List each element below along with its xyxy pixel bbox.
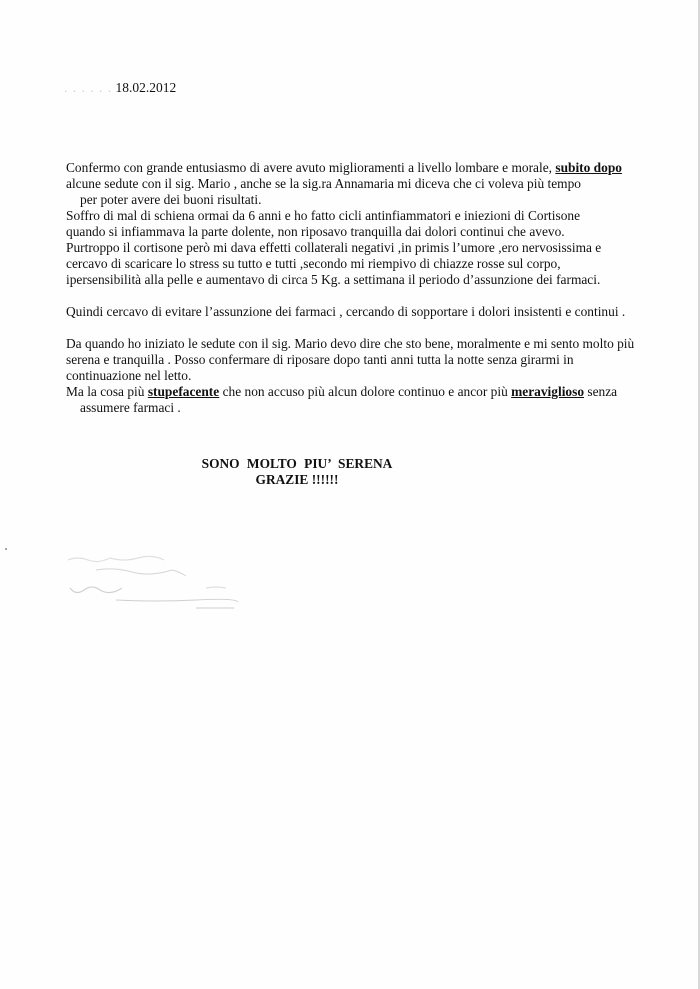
line-text: Confermo con grande entusiasmo di avere avuto miglioramenti a livello lombare e morale, [66,160,556,175]
letter-line [66,384,696,400]
letter-date: 18.02.2012 [115,80,177,95]
letter-line [66,240,696,256]
line-text: senza [584,384,618,399]
line-text: per poter avere dei buoni risultati. [80,192,262,207]
emphasized-text: subito dopo [555,160,622,175]
closing-line-2: GRAZIE !!!!!! [255,472,339,487]
line-text: continuazione nel letto. [66,368,192,383]
line-text: Da quando ho iniziato le sedute con il sig. Mario devo dire che sto bene, moralmente e mi sento molto più [66,336,635,351]
letter-line [66,208,696,224]
letter-line [66,272,696,288]
line-text: serena e tranquilla . Posso confermare di riposare dopo tanti anni tutta la notte senza girarmi in [66,352,574,367]
line-text: Quindi cercavo di evitare l’assunzione dei farmaci , cercando di sopportare i dolori insistenti e continui . [66,304,626,319]
paragraph-2 [66,304,696,320]
emphasized-text: meraviglioso [511,384,585,399]
date-line [64,80,176,96]
letter-body [66,160,696,416]
line-text: cercavo di scaricare lo stress su tutto e tutti ,secondo mi riempivo di chiazze rosse sul corpo, [66,256,561,271]
line-text: Ma la cosa più [66,384,148,399]
line-text: alcune sedute con il sig. Mario , anche se la sig.ra Annamaria mi diceva che ci voleva più tempo [66,176,581,191]
line-text: Purtroppo il cortisone però mi dava effetti collaterali negativi ,in primis l’umore ,ero nervosissima e [66,240,602,255]
letter-line [66,400,696,416]
line-text: assumere farmaci . [80,400,181,415]
redacted-place: . . . . . . [64,80,113,95]
letter-line [66,224,696,240]
emphasized-text: stupefacente [147,384,220,399]
letter-line [66,304,696,320]
redacted-signature [56,548,256,618]
line-text: che non accuso più alcun dolore continuo e ancor più [219,384,512,399]
letter-line [66,256,696,272]
paragraph-1 [66,160,696,288]
scan-speck [5,548,7,550]
line-text: Soffro di mal di schiena ormai da 6 anni e ho fatto cicli antinfiammatori e iniezioni di Cortisone [66,208,581,223]
letter-line [66,176,696,192]
letter-line [66,352,696,368]
letter-line [66,368,696,384]
closing-line-1: SONO MOLTO PIU’ SERENA [201,456,393,471]
letter-line [66,160,696,176]
letter-line [66,336,696,352]
line-text: quando si infiammava la parte dolente, non riposavo tranquilla dai dolori continui che avevo. [66,224,565,239]
paragraph-3 [66,336,696,416]
letter-line [66,192,696,208]
line-text: ipersensibilità alla pelle e aumentavo di circa 5 Kg. a settimana il periodo d’assunzione dei farmaci. [66,272,601,287]
